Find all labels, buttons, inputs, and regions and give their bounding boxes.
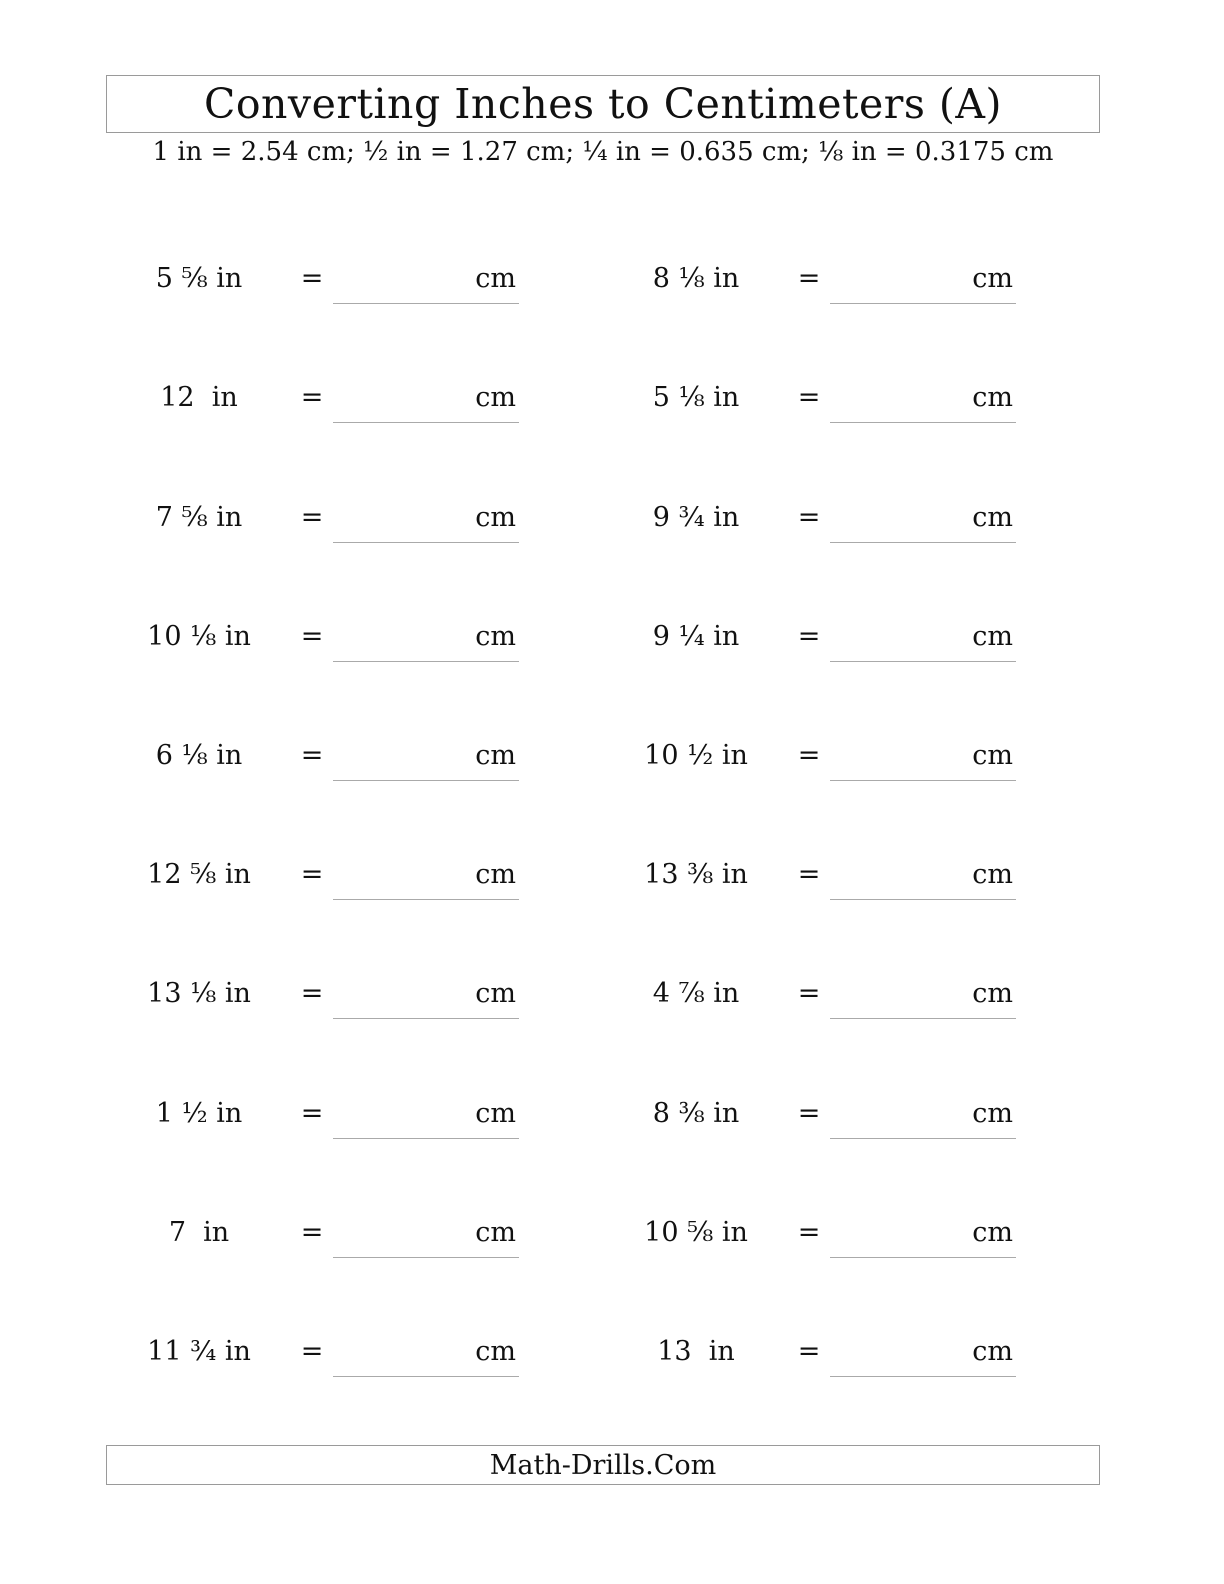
problem-row — [0, 960, 1224, 1020]
inch-measure: 12 ⅝ in — [147, 859, 251, 890]
worksheet-title: Converting Inches to Centimeters (A) — [106, 75, 1100, 133]
inch-measure: 11 ¾ in — [147, 1336, 251, 1367]
inch-measure: 8 ⅜ in — [652, 1098, 740, 1129]
inch-measure: 10 ⅛ in — [147, 621, 251, 652]
unit-label: cm — [972, 263, 1013, 294]
problem-row — [0, 1080, 1224, 1140]
problem-row — [0, 245, 1224, 305]
unit-label: cm — [972, 859, 1013, 890]
equals-sign: = — [797, 740, 821, 771]
inch-measure: 6 ⅛ in — [155, 740, 243, 771]
unit-label: cm — [972, 740, 1013, 771]
inch-measure: 7 in — [168, 1217, 230, 1248]
equals-sign: = — [797, 859, 821, 890]
answer-blank[interactable] — [830, 1376, 1016, 1377]
inch-measure: 13 in — [657, 1336, 735, 1367]
unit-label: cm — [475, 978, 516, 1009]
unit-label: cm — [475, 1098, 516, 1129]
inch-measure: 7 ⅝ in — [155, 502, 243, 533]
problem-row — [0, 484, 1224, 544]
unit-label: cm — [972, 502, 1013, 533]
inch-measure: 5 ⅝ in — [155, 263, 243, 294]
unit-label: cm — [972, 621, 1013, 652]
equals-sign: = — [300, 978, 324, 1009]
answer-blank[interactable] — [830, 1138, 1016, 1139]
answer-blank[interactable] — [830, 661, 1016, 662]
conversion-problem — [0, 245, 1224, 305]
equals-sign: = — [300, 859, 324, 890]
answer-blank[interactable] — [830, 899, 1016, 900]
inch-measure: 5 ⅛ in — [652, 382, 740, 413]
problem-row — [0, 364, 1224, 424]
unit-label: cm — [972, 1217, 1013, 1248]
equals-sign: = — [300, 1098, 324, 1129]
equals-sign: = — [797, 621, 821, 652]
unit-label: cm — [475, 740, 516, 771]
conversion-problem — [0, 1080, 1224, 1140]
answer-blank[interactable] — [830, 1257, 1016, 1258]
conversion-problem — [0, 364, 1224, 424]
unit-label: cm — [475, 1217, 516, 1248]
equals-sign: = — [797, 263, 821, 294]
answer-blank[interactable] — [830, 1018, 1016, 1019]
equals-sign: = — [797, 382, 821, 413]
equals-sign: = — [300, 1217, 324, 1248]
unit-label: cm — [475, 502, 516, 533]
inch-measure: 9 ¾ in — [652, 502, 740, 533]
equals-sign: = — [300, 502, 324, 533]
equals-sign: = — [797, 1098, 821, 1129]
problem-row — [0, 1199, 1224, 1259]
conversion-problem — [0, 1318, 1224, 1378]
conversion-problem — [0, 841, 1224, 901]
inch-measure: 13 ⅛ in — [147, 978, 251, 1009]
problem-row — [0, 722, 1224, 782]
equals-sign: = — [300, 263, 324, 294]
unit-label: cm — [972, 382, 1013, 413]
equals-sign: = — [797, 978, 821, 1009]
problem-row — [0, 1318, 1224, 1378]
equals-sign: = — [300, 1336, 324, 1367]
inch-measure: 9 ¼ in — [652, 621, 740, 652]
conversion-problem — [0, 1199, 1224, 1259]
unit-label: cm — [475, 621, 516, 652]
inch-measure: 8 ⅛ in — [652, 263, 740, 294]
equals-sign: = — [300, 740, 324, 771]
unit-label: cm — [972, 1098, 1013, 1129]
conversion-note: 1 in = 2.54 cm; ½ in = 1.27 cm; ¼ in = 0.635 cm; ⅛ in = 0.3175 cm — [152, 137, 1054, 167]
unit-label: cm — [475, 382, 516, 413]
inch-measure: 4 ⅞ in — [652, 978, 740, 1009]
problem-row — [0, 603, 1224, 663]
unit-label: cm — [475, 1336, 516, 1367]
unit-label: cm — [972, 1336, 1013, 1367]
footer-brand: Math-Drills.Com — [106, 1445, 1100, 1485]
inch-measure: 10 ⅝ in — [644, 1217, 748, 1248]
equals-sign: = — [797, 1336, 821, 1367]
conversion-problem — [0, 603, 1224, 663]
equals-sign: = — [300, 621, 324, 652]
equals-sign: = — [797, 502, 821, 533]
inch-measure: 1 ½ in — [155, 1098, 243, 1129]
equals-sign: = — [300, 382, 324, 413]
answer-blank[interactable] — [830, 780, 1016, 781]
conversion-problem — [0, 960, 1224, 1020]
answer-blank[interactable] — [830, 303, 1016, 304]
unit-label: cm — [475, 263, 516, 294]
unit-label: cm — [475, 859, 516, 890]
inch-measure: 13 ⅜ in — [644, 859, 748, 890]
problem-row — [0, 841, 1224, 901]
inch-measure: 12 in — [160, 382, 238, 413]
equals-sign: = — [797, 1217, 821, 1248]
conversion-problem — [0, 722, 1224, 782]
answer-blank[interactable] — [830, 422, 1016, 423]
conversion-problem — [0, 484, 1224, 544]
inch-measure: 10 ½ in — [644, 740, 748, 771]
answer-blank[interactable] — [830, 542, 1016, 543]
unit-label: cm — [972, 978, 1013, 1009]
